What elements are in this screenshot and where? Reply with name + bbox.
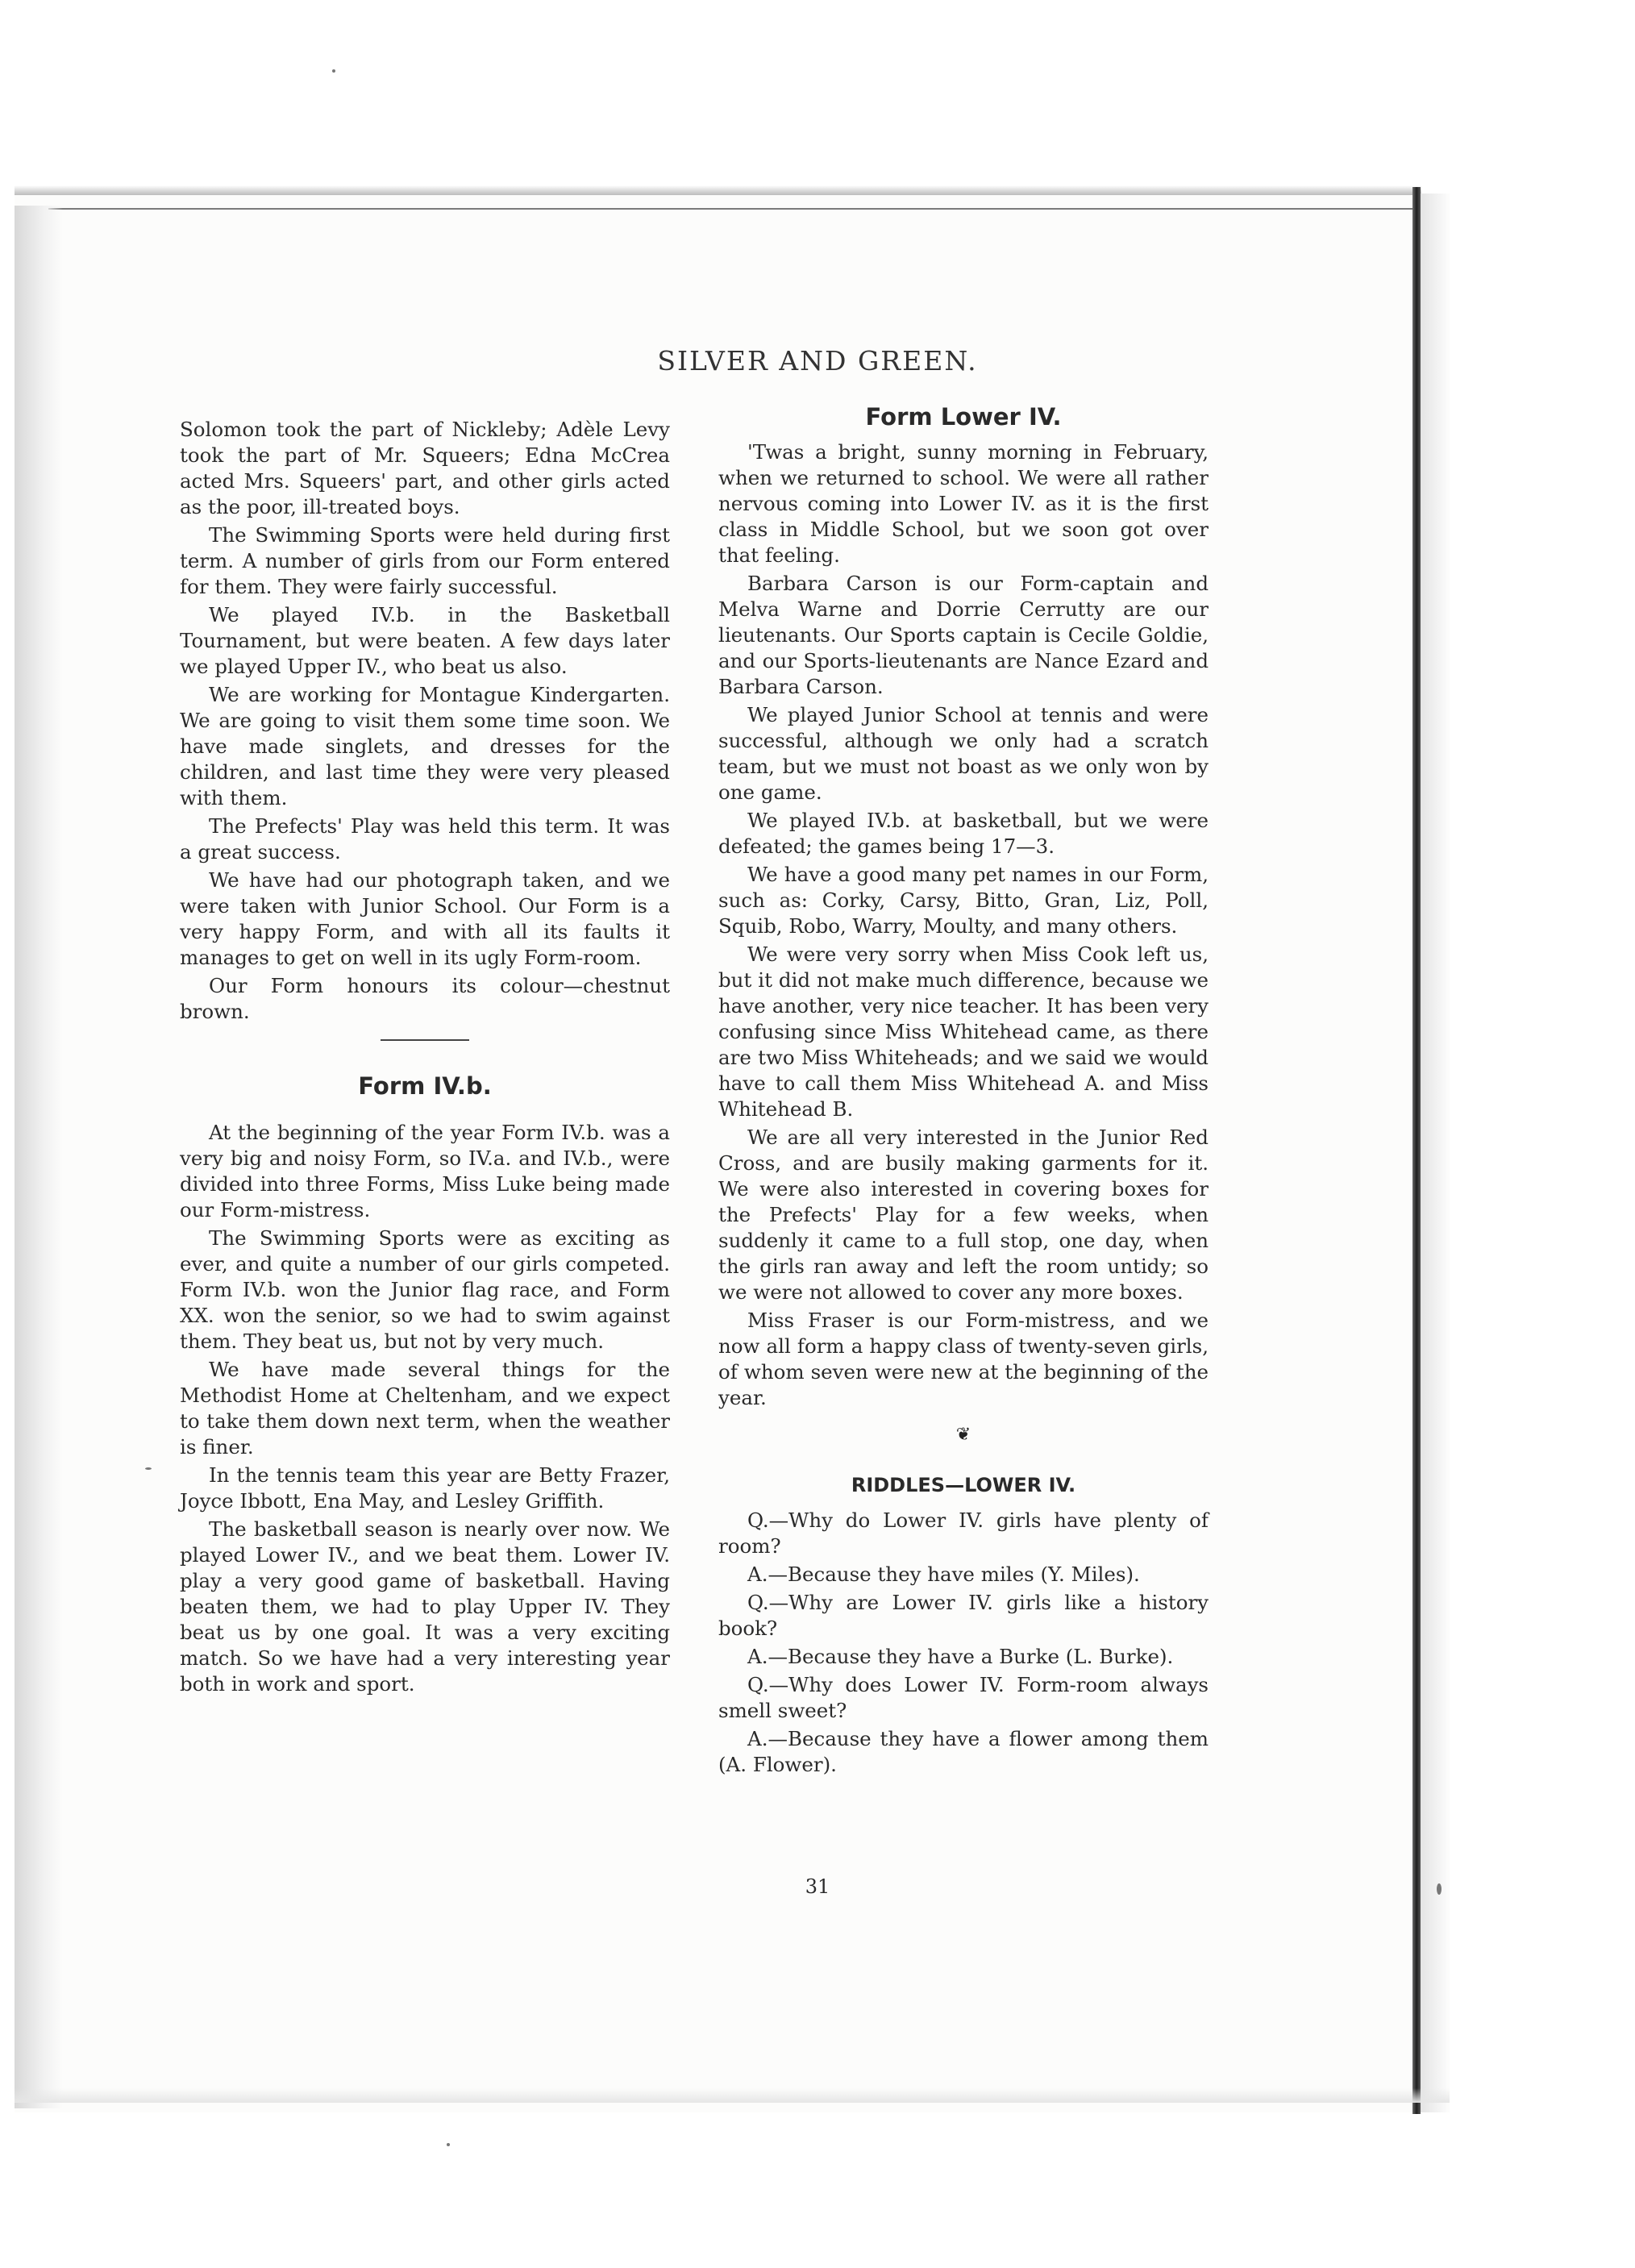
paragraph: We were very sorry when Miss Cook left us, but it did not make much difference, because we have another, very nice teacher. It has been very confusing since Miss Whitehead came, as there are two Miss Whiteheads; and we said we would have to call them Miss Whitehead A. and Miss Whitehead B. xyxy=(718,943,1209,1121)
paragraph: The Swimming Sports were as exciting as ever, and quite a number of our girls competed. Form IV.b. won the Junior flag race, and Form XX. won the senior, so we had to swim against them. They beat us, but not by very much. xyxy=(180,1226,670,1353)
riddle-question: Q.—Why does Lower IV. Form-room always smell sweet? xyxy=(718,1673,1209,1722)
paragraph: We have made several things for the Methodist Home at Cheltenham, and we expect to take them down next term, when the weather is finer. xyxy=(180,1358,670,1459)
left-column xyxy=(180,417,670,1700)
page-top-edge xyxy=(15,185,1421,195)
paragraph: Miss Fraser is our Form-mistress, and we now all form a happy class of twenty-seven girls, of whom seven were new at the beginning of the year. xyxy=(718,1309,1209,1409)
paragraph: We have a good many pet names in our Form, such as: Corky, Carsy, Bitto, Gran, Liz, Poll, Squib, Robo, Warry, Moulty, and many others. xyxy=(718,863,1209,938)
section-heading-riddles: RIDDLES—LOWER IV. xyxy=(851,1474,1076,1496)
paragraph: We played IV.b. at basketball, but we were defeated; the games being 17—3. xyxy=(718,809,1209,858)
paragraph: The Swimming Sports were held during first term. A number of girls from our Form entered for them. They were fairly successful. xyxy=(180,523,670,598)
paragraph: The basketball season is nearly over now. We played Lower IV., and we beat them. Lower IV. play a very good game of basketball. Having beaten them, we had to play Upper IV. They beat us by one goal. It was a very exciting match. So we have had a very interesting year both in work and sport. xyxy=(180,1517,670,1696)
riddle-question: Q.—Why are Lower IV. girls like a history book? xyxy=(718,1591,1209,1640)
paragraph: We played Junior School at tennis and were successful, although we only had a scratch team, but we must not boast as we only won by one game. xyxy=(718,703,1209,804)
scan-speck xyxy=(332,69,335,73)
page-right-margin xyxy=(1421,194,1446,2112)
paragraph: Solomon took the part of Nickleby; Adèle Levy took the part of Mr. Squeers; Edna McCrea acted Mrs. Squeers' part, and other girls acted as the poor, ill-treated boys. xyxy=(180,418,670,518)
fleuron-ornament-icon: ❦ xyxy=(955,1425,971,1445)
paragraph: Our Form honours its colour—chestnut brown. xyxy=(180,974,670,1023)
riddle-question: Q.—Why do Lower IV. girls have plenty of room? xyxy=(718,1509,1209,1558)
running-header: SILVER AND GREEN. xyxy=(657,345,978,377)
paragraph: The Prefects' Play was held this term. It was a great success. xyxy=(180,814,670,864)
paragraph: We are all very interested in the Junior Red Cross, and are busily making garments for it. We were also interested in covering boxes for the Prefects' Play for a few weeks, when suddenly it came to a full stop, one day, when the girls ran away and left the room untidy; so we were not allowed to cover any more boxes. xyxy=(718,1126,1209,1304)
riddle-answer: A.—Because they have a Burke (L. Burke). xyxy=(747,1645,1174,1668)
scan-speck xyxy=(145,1467,152,1470)
paragraph: We played IV.b. in the Basketball Tournament, but were beaten. A few days later we played Upper IV., who beat us also. xyxy=(180,603,670,678)
scan-speck xyxy=(447,2143,450,2146)
right-column xyxy=(718,403,1209,1780)
page-left-shadow xyxy=(15,206,63,2108)
riddle-answer: A.—Because they have a flower among them (A. Flower). xyxy=(718,1727,1209,1776)
page-right-edge xyxy=(1412,187,1421,2114)
section-heading-form-lower-iv: Form Lower IV. xyxy=(865,403,1062,431)
section-heading-form-ivb: Form IV.b. xyxy=(358,1072,492,1100)
paragraph: 'Twas a bright, sunny morning in February, when we returned to school. We were all rather nervous coming into Lower IV. as it is the first class in Middle School, but we soon got over that feeling. xyxy=(718,440,1209,567)
paragraph: In the tennis team this year are Betty Frazer, Joyce Ibbott, Ena May, and Lesley Griffith. xyxy=(180,1463,670,1513)
page-top-rule xyxy=(48,208,1419,210)
page-bottom-edge xyxy=(15,2088,1450,2103)
riddle-answer: A.—Because they have miles (Y. Miles). xyxy=(747,1563,1140,1586)
section-divider xyxy=(381,1039,469,1041)
paragraph: Barbara Carson is our Form-captain and Melva Warne and Dorrie Cerrutty are our lieutenants. Our Sports captain is Cecile Goldie, and our Sports-lieutenants are Nance Ezard and Barbara Carson. xyxy=(718,572,1209,698)
paragraph: We are working for Montague Kindergarten. We are going to visit them some time soon. We have made singlets, and dresses for the children, and last time they were very pleased with them. xyxy=(180,683,670,809)
paragraph: At the beginning of the year Form IV.b. was a very big and noisy Form, so IV.a. and IV.b., were divided into three Forms, Miss Luke being made our Form-mistress. xyxy=(180,1121,670,1221)
paragraph: We have had our photograph taken, and we were taken with Junior School. Our Form is a very happy Form, and with all its faults it manages to get on well in its ugly Form-room. xyxy=(180,868,670,969)
page-number: 31 xyxy=(805,1875,830,1898)
